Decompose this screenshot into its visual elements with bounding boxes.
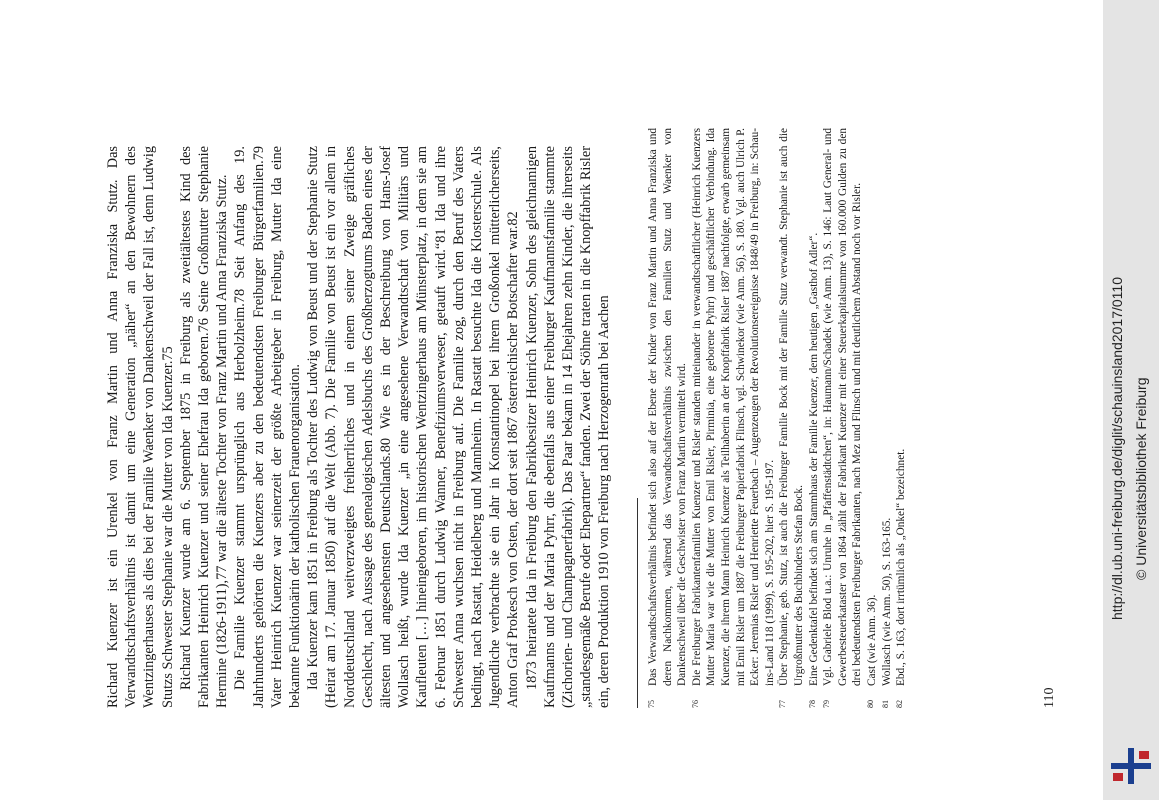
footnote	[807, 128, 822, 708]
footnote-text: Wollasch (wie Anm. 50), S. 163-165.	[880, 517, 893, 686]
footnote	[865, 128, 880, 708]
footnote-text: Die Freiburger Fabrikantenfamilien Kuenzer und Risler standen miteinander in verwandtschaftlicher (Heinrich Kuenzers Mutter Maria war wie die Mutter von Emil Risler, Pirminia, eine geborene Pyhrr) und geschäftlicher Verbindung. Ida Kuenzer, die ihrem Mann Heinrich Kuenzer als Teilhaberin an der Knopffabrik Risler 1887 nachfolgte, erwarb gemeinsam mit Emil Risler um 1887 die Freiburger Papierfabrik Flinsch, vgl. Schwinekor (wie Anm. 56), S. 180. Vgl. auch Ulrich P. Ecker: Jeremias Risler und Henriette Feuerbach – Augenzeugen der Revolutionsereignisse 1848/49 in Freiburg, in: Schau-ins-Land 118 (1999), S. 195-202, hier S. 195-197.	[690, 128, 776, 686]
body-text	[104, 146, 614, 708]
source-url-link[interactable]: http://dl.ub.uni-freiburg.de/diglit/schauinsland2017/0110	[1109, 277, 1125, 620]
footnote-number: 77	[778, 700, 788, 708]
footnotes	[646, 128, 909, 708]
footnote	[894, 128, 909, 708]
footnote	[880, 128, 895, 708]
footnote-number: 79	[822, 700, 832, 708]
footnote-number: 81	[880, 700, 890, 708]
footnote	[821, 128, 865, 708]
footnote-text: Cast (wie Anm. 36).	[865, 594, 878, 686]
paragraph-5: 1873 heiratete Ida in Freiburg den Fabrikbesitzer Heinrich Kuenzer, Sohn des gleichnamigen Kaufmanns und der Maria Pyhrr, die ebenfalls aus einer Freiburger Kaufmannsfamilie stammte (Zichorien- und Champagnerfabrik). Das Paar bekam in 14 Ehejahren zehn Kinder, die ihrerseits „standesgemäße Berufe oder Ehepartner“ fanden. Zwei der Söhne traten in die Knopffabrik Risler ein, deren Produktion 1910 von Freiburg nach Herzogenrath bei Aachen	[523, 146, 613, 708]
paragraph-4: Ida Kuenzer kam 1851 in Freiburg als Tochter des Ludwig von Beust und der Stephanie Stutz (Heirat am 17. Januar 1850) auf die Welt (Abb. 7). Die Familie von Beust ist ein vor allem in Norddeutschland weitverzweigtes freiherrliches und in einem seiner Zweige gräfliches Geschlecht, nach Aussage des genealogischen Adelsbuchs des Großherzogtums Baden eines der ältesten und angesehensten Deutschlands.80 Wie es in der Beschreibung von Hans-Josef Wollasch heißt, wurde Ida Kuenzer „in eine angesehene Verwandtschaft von Militärs und Kaufleuten […] hineingeboren, im historischen Wentzingerhaus am Münsterplatz, in dem sie am 6. Februar 1851 durch Ludwig Wanner, Benefiziumsverweser, getauft wird.“81 Ida und ihre Schwester Anna wuchsen nicht in Freiburg auf. Die Familie zog, durch den Beruf des Vaters bedingt, nach Rastatt, Heidelberg und Mannheim. In Rastatt besuchte Ida die Klosterschule. Als Jugendliche verbrachte sie ein Jahr in Konstantinopel bei ihrem Großonkel mütterlicherseits, Anton Graf Prokesch von Osten, der dort seit 1867 österreichischer Botschafter war.82	[305, 146, 522, 708]
ub-freiburg-logo-icon	[1111, 748, 1151, 784]
footnote-text: Ebd., S. 163, dort irrtümlich als „Onkel“ bezeichnet.	[895, 448, 908, 686]
footnote-number: 75	[647, 700, 656, 708]
sidebar-text	[1103, 0, 1159, 800]
footnote-number: 82	[895, 700, 905, 708]
footnote-text: Das Verwandtschaftsverhältnis befindet sich also auf der Ebene der Kinder von Franz Martin und Anna Franziska und deren Nachkommen, während das Verwandtschaftsverhältnis zwischen den Familien Stutz und Waenker von Dankenschweil über die Geschwister von Franz Martin vermittelt wird.	[647, 128, 689, 686]
footnote-divider	[637, 498, 638, 708]
paragraph-1: Richard Kuenzer ist ein Urenkel von Franz Martin und Anna Franziska Stutz. Das Verwandtschaftsverhältnis ist damit um eine Generation „näher“ an den Bewohnern des Wentzingerhauses als dies bei der Familie Waenker von Dankenschweil der Fall ist, denn Ludwig Stutzs Schwester Stephanie war die Mutter von Ida Kuenzer.75	[105, 146, 176, 708]
library-sidebar	[1103, 0, 1159, 800]
footnote-number: 78	[807, 700, 817, 708]
footnote	[777, 128, 806, 708]
paragraph-2: Richard Kuenzer wurde am 6. September 1875 in Freiburg als zweitältestes Kind des Fabrikanten Heinrich Kuenzer und seiner Ehefrau Ida geboren.76 Seine Großmutter Stephanie Hermine (1826-1911),77 war die älteste Tochter von Franz Martin und Anna Franziska Stutz.	[177, 146, 231, 708]
footnote-number: 80	[865, 700, 875, 708]
footnote	[646, 128, 690, 708]
footnote-text: Über Stephanie, geb. Stutz, ist auch die Freiburger Familie Bock mit der Familie Stutz verwandt. Stephanie ist auch die Urgroßmutter des Buchbinders Stefan Bock.	[778, 128, 805, 686]
copyright-notice: © Universitätsbibliothek Freiburg	[1133, 377, 1149, 580]
footnote-text: Vgl. Gabriele Blod u.a.: Unruhe in „Pfaffenstädtchen“, in: Haumann/Schadek (wie Anm. 13), S. 146: Laut General- und Gewerbesteuerkataster von 1864 zählt der Fabrikant Kuenzer mit einer Steuerkapitalsumme von 160.000 Gulden zu den drei bedeutendsten Freiburger Fabrikanten, nach Mez und Flinsch und mit deutlichem Abstand noch vor Risler.	[822, 128, 864, 686]
paragraph-3: Die Familie Kuenzer stammt ursprünglich aus Herbolzheim.78 Seit Anfang des 19. Jahrhunderts gehörten die Kuenzers aber zu den bedeutendsten Freiburger Bürgerfamilien.79 Vater Heinrich Kuenzer war seinerzeit der größte Arbeitgeber in Freiburg, Mutter Ida eine bekannte Funktionärin der katholischen Frauenorganisation.	[232, 146, 304, 708]
footnote-text: Eine Gedenktafel befindet sich am Stammhaus der Familie Kuenzer, dem heutigen „Gasthof Adler“.	[807, 232, 820, 686]
footnote	[690, 128, 778, 708]
page-number: 110	[1042, 687, 1057, 708]
footnote-number: 76	[690, 700, 700, 708]
